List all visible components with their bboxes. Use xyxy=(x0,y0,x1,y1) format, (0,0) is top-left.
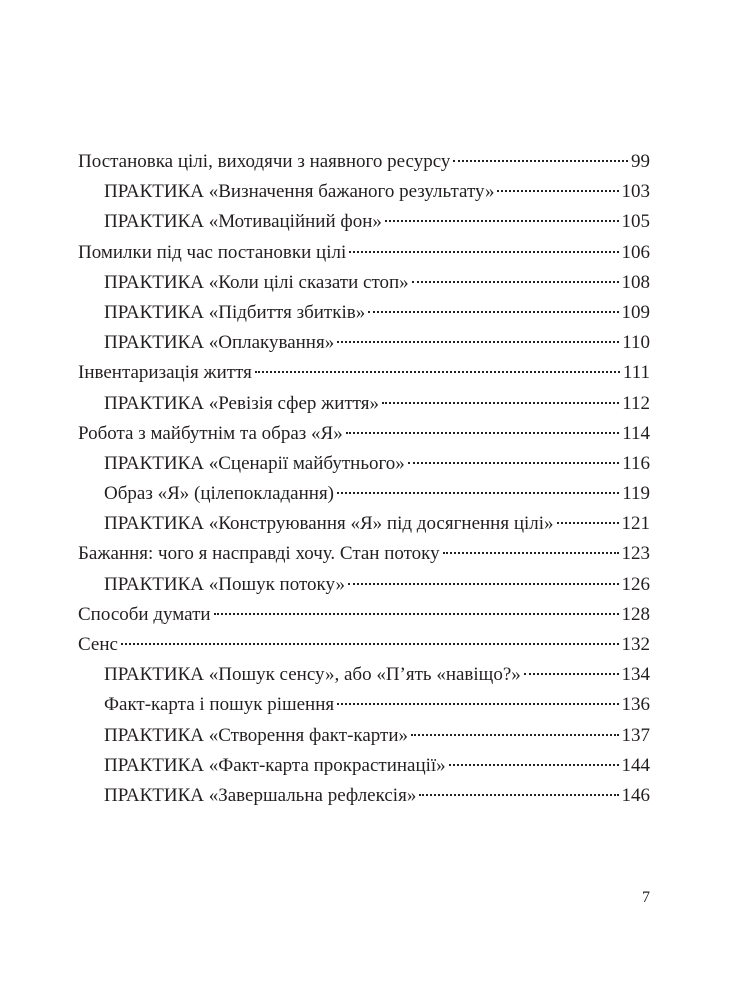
toc-entry xyxy=(78,238,650,268)
toc-entry-title: ПРАКТИКА «Завершальна рефлексія» xyxy=(104,784,417,806)
toc-entry-page: 137 xyxy=(621,724,650,746)
toc-dot-leader xyxy=(411,734,619,736)
toc-entry-title: Помилки під час постановки цілі xyxy=(78,241,347,263)
toc-entry-page: 146 xyxy=(621,784,650,806)
toc-dot-leader xyxy=(524,673,619,675)
toc-entry-title: Сенс xyxy=(78,634,118,655)
toc-entry-page: 119 xyxy=(622,483,650,505)
toc-entry-page: 114 xyxy=(622,422,650,444)
toc-dot-leader xyxy=(337,492,619,494)
toc-dot-leader xyxy=(408,462,619,464)
toc-dot-leader xyxy=(453,160,628,162)
toc-dot-leader xyxy=(412,281,619,283)
toc-entry-page: 126 xyxy=(621,573,650,595)
toc-entry-title: ПРАКТИКА «Мотиваційний фон» xyxy=(104,211,382,233)
toc-entry-page: 128 xyxy=(621,603,650,625)
table-of-contents xyxy=(78,147,650,811)
toc-entry-page: 112 xyxy=(622,392,650,414)
toc-entry-page: 111 xyxy=(622,362,650,384)
toc-entry xyxy=(78,690,650,720)
toc-entry-title: ПРАКТИКА «Створення факт-карти» xyxy=(104,724,408,746)
toc-entry xyxy=(78,177,650,207)
toc-entry-page: 105 xyxy=(621,211,650,233)
toc-entry-title: ПРАКТИКА «Підбиття збитків» xyxy=(104,301,366,323)
toc-entry-page: 109 xyxy=(621,301,650,323)
toc-entry xyxy=(78,751,650,781)
toc-entry xyxy=(78,479,650,509)
toc-entry-page: 121 xyxy=(621,513,650,535)
toc-dot-leader xyxy=(349,251,618,253)
toc-dot-leader xyxy=(443,552,619,554)
toc-dot-leader xyxy=(121,643,619,645)
toc-entry-title: ПРАКТИКА «Коли цілі сказати стоп» xyxy=(104,271,409,293)
toc-entry-page: 132 xyxy=(621,634,650,655)
toc-entry-title: ПРАКТИКА «Конструювання «Я» під досягнення цілі» xyxy=(104,513,554,535)
toc-entry-page: 106 xyxy=(621,241,650,263)
toc-entry-page: 103 xyxy=(621,181,650,203)
toc-entry xyxy=(78,147,650,177)
toc-dot-leader xyxy=(449,764,619,766)
toc-entry-title: ПРАКТИКА «Факт-карта прокрастинації» xyxy=(104,754,446,776)
toc-entry-title: Робота з майбутнім та образ «Я» xyxy=(78,422,343,444)
toc-entry xyxy=(78,449,650,479)
toc-dot-leader xyxy=(214,613,619,615)
toc-entry xyxy=(78,419,650,449)
toc-dot-leader xyxy=(337,341,619,343)
toc-entry xyxy=(78,328,650,358)
toc-dot-leader xyxy=(557,522,619,524)
toc-entry-page: 134 xyxy=(621,664,650,686)
toc-entry xyxy=(78,660,650,690)
page-number: 7 xyxy=(642,889,650,906)
toc-entry-title: Способи думати xyxy=(78,603,211,625)
toc-entry-title: ПРАКТИКА «Ревізія сфер життя» xyxy=(104,392,380,414)
toc-entry xyxy=(78,509,650,539)
toc-entry-page: 108 xyxy=(621,271,650,293)
toc-entry xyxy=(78,570,650,600)
toc-entry-page: 110 xyxy=(622,332,650,354)
toc-dot-leader xyxy=(337,703,618,705)
toc-entry-title: ПРАКТИКА «Пошук потоку» xyxy=(104,573,345,595)
toc-entry-title: ПРАКТИКА «Сценарії майбутнього» xyxy=(104,452,405,474)
toc-entry-title: Постановка цілі, виходячи з наявного ресурсу xyxy=(78,151,451,172)
toc-entry-page: 116 xyxy=(622,452,650,474)
toc-entry xyxy=(78,389,650,419)
toc-entry-page: 123 xyxy=(621,543,650,565)
toc-dot-leader xyxy=(419,794,618,796)
toc-dot-leader xyxy=(385,220,619,222)
toc-dot-leader xyxy=(368,311,618,313)
toc-entry xyxy=(78,721,650,751)
toc-entry xyxy=(78,539,650,569)
toc-entry-page: 136 xyxy=(621,694,650,716)
toc-dot-leader xyxy=(348,583,619,585)
toc-dot-leader xyxy=(497,190,618,192)
toc-entry xyxy=(78,268,650,298)
toc-entry-title: ПРАКТИКА «Пошук сенсу», або «П’ять «навіщо?» xyxy=(104,664,521,686)
toc-entry xyxy=(78,630,650,660)
toc-dot-leader xyxy=(382,402,619,404)
toc-entry xyxy=(78,600,650,630)
toc-entry-title: ПРАКТИКА «Оплакування» xyxy=(104,332,335,354)
toc-entry-page: 144 xyxy=(621,754,650,776)
toc-entry xyxy=(78,781,650,811)
toc-entry-title: Факт-карта і пошук рішення xyxy=(104,694,335,716)
toc-entry-title: Бажання: чого я насправді хочу. Стан потоку xyxy=(78,543,440,565)
toc-entry xyxy=(78,298,650,328)
toc-entry xyxy=(78,207,650,237)
toc-entry-title: Образ «Я» (цілепокладання) xyxy=(104,483,335,505)
toc-entry-title: Інвентаризація життя xyxy=(78,362,252,384)
toc-entry-title: ПРАКТИКА «Визначення бажаного результату» xyxy=(104,181,495,203)
toc-entry xyxy=(78,358,650,388)
toc-dot-leader xyxy=(255,371,620,373)
toc-entry-page: 99 xyxy=(631,151,650,172)
toc-dot-leader xyxy=(346,432,620,434)
